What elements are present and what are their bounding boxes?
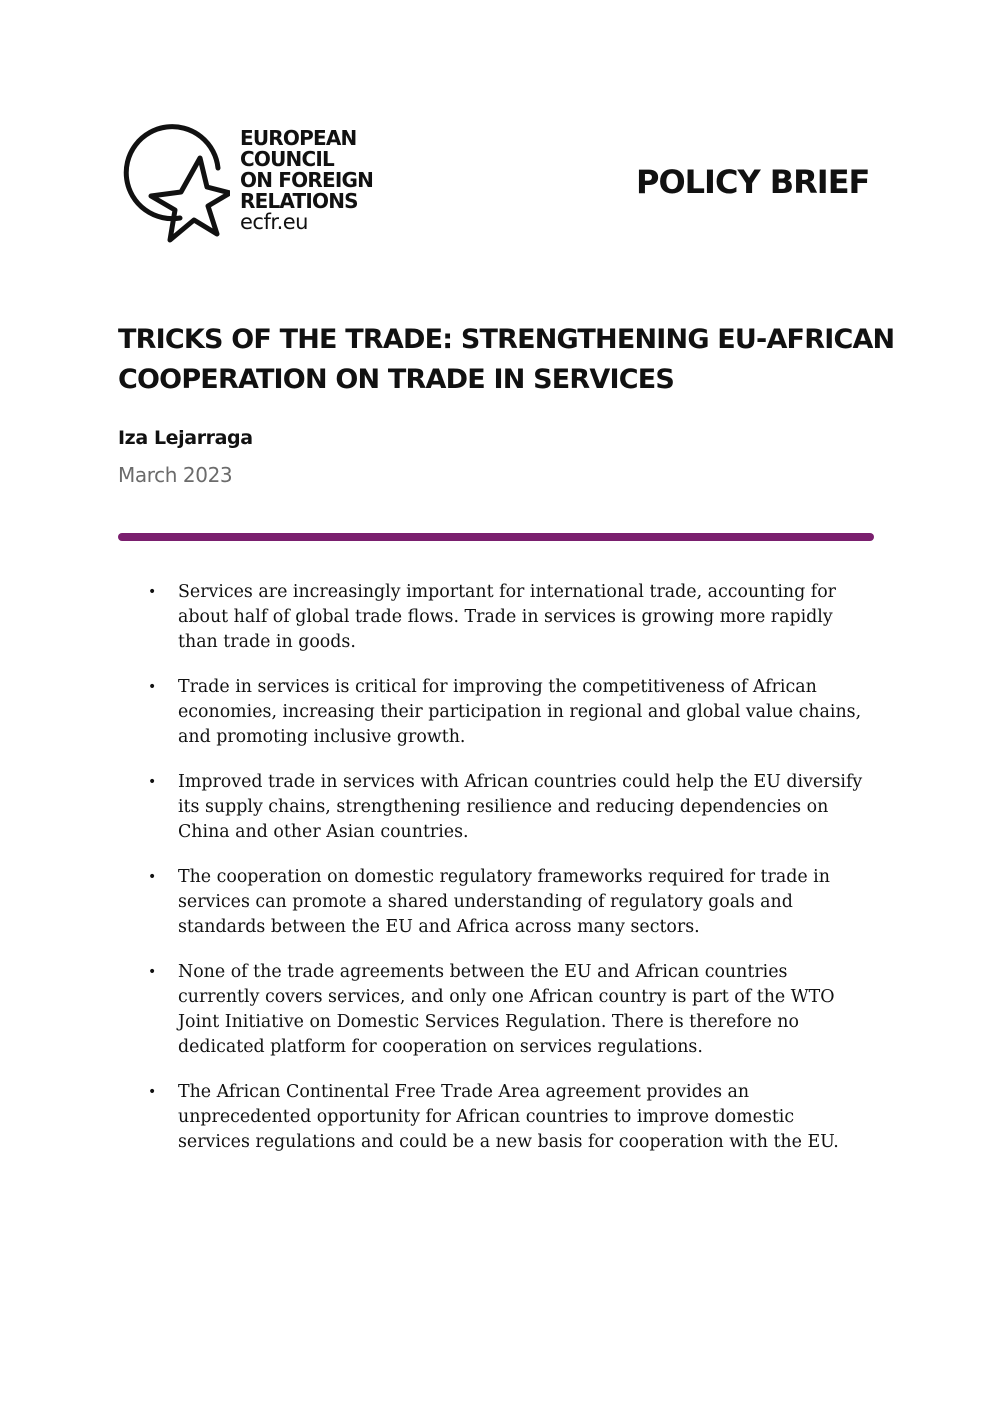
summary-bullet-item (150, 675, 880, 750)
logo-line: RELATIONS (240, 189, 358, 213)
bullet-text-line: services can promote a shared understanding of regulatory goals and (178, 892, 793, 912)
summary-bullet-item (150, 1080, 880, 1155)
bullet-text-line: None of the trade agreements between the EU and African countries (178, 962, 788, 982)
bullet-text-line: services regulations and could be a new basis for cooperation with the EU. (178, 1132, 839, 1152)
bullet-icon: • (148, 774, 157, 790)
accent-divider (118, 533, 874, 541)
bullet-icon: • (148, 1084, 157, 1100)
summary-bullet-list (150, 580, 880, 1175)
bullet-text-line: economies, increasing their participation in regional and global value chains, (178, 702, 862, 722)
bullet-text-line: currently covers services, and only one African country is part of the WTO (178, 987, 835, 1007)
document-type-label: POLICY BRIEF (636, 163, 870, 201)
bullet-icon: • (148, 964, 157, 980)
bullet-text-line: Services are increasingly important for international trade, accounting for (178, 582, 836, 602)
logo-line: EUROPEAN (240, 126, 357, 150)
summary-bullet-item (150, 865, 880, 940)
ecfr-wordmark (240, 128, 373, 233)
logo-line: COUNCIL (240, 147, 334, 171)
logo-line: ON FOREIGN (240, 168, 374, 192)
bullet-text-line: China and other Asian countries. (178, 822, 469, 842)
author-name: Iza Lejarraga (118, 427, 253, 449)
bullet-icon: • (148, 679, 157, 695)
bullet-text-line: unprecedented opportunity for African countries to improve domestic (178, 1107, 795, 1127)
bullet-text-line: its supply chains, strengthening resilience and reducing dependencies on (178, 797, 829, 817)
bullet-text-line: than trade in goods. (178, 632, 356, 652)
bullet-text-line: standards between the EU and Africa across many sectors. (178, 917, 700, 937)
bullet-text-line: Improved trade in services with African countries could help the EU diversify (178, 772, 863, 792)
logo-url: ecfr.eu (240, 210, 308, 234)
bullet-text-line: about half of global trade flows. Trade in services is growing more rapidly (178, 607, 833, 627)
bullet-text-line: and promoting inclusive growth. (178, 727, 466, 747)
bullet-icon: • (148, 869, 157, 885)
ecfr-star-circle-icon (118, 118, 230, 244)
summary-bullet-item (150, 770, 880, 845)
bullet-text-line: Joint Initiative on Domestic Services Regulation. There is therefore no (178, 1012, 799, 1032)
bullet-text-line: Trade in services is critical for improving the competitiveness of African (178, 677, 817, 697)
title-line: COOPERATION ON TRADE IN SERVICES (118, 364, 675, 395)
summary-bullet-item (150, 580, 880, 655)
page-title (118, 320, 895, 400)
bullet-text-line: dedicated platform for cooperation on services regulations. (178, 1037, 703, 1057)
publication-date: March 2023 (118, 463, 233, 487)
summary-bullet-item (150, 960, 880, 1060)
bullet-text-line: The African Continental Free Trade Area agreement provides an (178, 1082, 750, 1102)
bullet-text-line: The cooperation on domestic regulatory frameworks required for trade in (178, 867, 830, 887)
bullet-icon: • (148, 584, 157, 600)
title-line: TRICKS OF THE TRADE: STRENGTHENING EU-AFRICAN (118, 324, 895, 355)
